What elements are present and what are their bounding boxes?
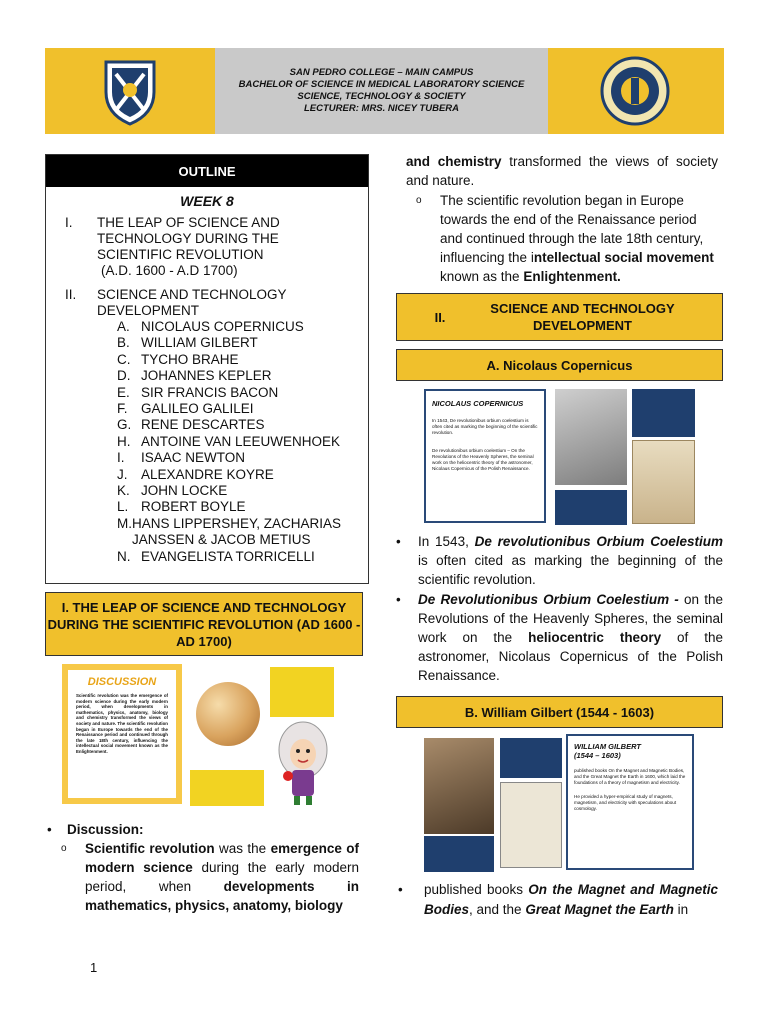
outline-subitem xyxy=(117,434,368,450)
gilbert-card-text-1: published books On the Magnet and Magnetic Bodies, and the Great Magnet the Earth in 1600, which laid the foundations of a theory of magnetism and electricity. xyxy=(574,768,686,785)
outline-subitem xyxy=(117,483,368,499)
outline-item-2 xyxy=(46,287,368,565)
outline-subitem xyxy=(117,319,368,335)
outline-subitem xyxy=(117,368,368,384)
outline-subitem-letter: J. xyxy=(117,466,128,482)
outline-subitem-text: TYCHO BRAHE xyxy=(141,351,239,367)
outline-item-1 xyxy=(46,215,368,279)
discussion-label: Discussion: xyxy=(67,822,144,837)
outline-subitem-text: JOHANNES KEPLER xyxy=(141,368,272,384)
discussion-card-image xyxy=(62,664,182,804)
section-2-number: II. xyxy=(434,309,446,325)
yellow-square-decoration xyxy=(270,667,334,717)
outline-subitem xyxy=(117,417,368,433)
outline-subitem-list xyxy=(117,319,368,565)
bullet-dot-icon: • xyxy=(396,592,401,607)
header-line-program: BACHELOR OF SCIENCE IN MEDICAL LABORATORY SCIENCE xyxy=(238,79,525,90)
section-2-title: SCIENCE AND TECHNOLOGY DEVELOPMENT xyxy=(490,301,675,333)
copernicus-card-text-1: In 1543, De revolutionibus orbium coelestium is often cited as marking the beginning of the scientific revolution. xyxy=(432,418,538,435)
outline-subitem-letter: G. xyxy=(117,417,132,433)
copernicus-book-cover-image xyxy=(632,440,695,524)
hollow-bullet-icon: o xyxy=(416,195,422,206)
copernicus-heading: A. Nicolaus Copernicus xyxy=(396,349,723,381)
outline-item-1-number: I. xyxy=(65,215,73,230)
discussion-paragraph-2: The scientific revolution began in Europe towards the end of the Renaissance period and continued through the late 18th century, influencing the intellectual social movement known as the Enlightenment. xyxy=(440,193,714,284)
outline-item-1-text: THE LEAP OF SCIENCE AND TECHNOLOGY DURING THE SCIENTIFIC REVOLUTION xyxy=(97,215,280,262)
outline-subitem-letter: F. xyxy=(117,401,128,417)
copernicus-portrait-image xyxy=(555,389,627,485)
header-right-panel xyxy=(548,48,724,134)
header-left-panel xyxy=(45,48,215,134)
gilbert-book-cover-image xyxy=(500,782,562,868)
gilbert-portrait-image xyxy=(424,738,494,834)
outline-subitem-text: GALILEO GALILEI xyxy=(141,401,254,417)
section-1-heading: I. THE LEAP OF SCIENCE AND TECHNOLOGY DURING THE SCIENTIFIC REVOLUTION (AD 1600 - AD 1700) xyxy=(45,592,363,656)
gilbert-bullet-1: published books On the Magnet and Magnetic Bodies, and the Great Magnet the Earth in xyxy=(424,882,718,917)
copernicus-card-text-2: De revolutionibus orbium coelestium – On the Revolutions of the Heavenly Spheres, the seminal work on the heliocentric theory of the astronomer, Nicolaus Copernicus of the Polish Renaissance. xyxy=(432,448,534,471)
outline-subitem-text: ANTOINE VAN LEEUWENHOEK xyxy=(141,433,341,449)
outline-subitem-text: ROBERT BOYLE xyxy=(141,499,246,515)
planet-image xyxy=(196,682,260,746)
outline-subitem xyxy=(117,467,368,483)
outline-subitem-text: EVANGELISTA TORRICELLI xyxy=(141,548,315,564)
header-line-college: SAN PEDRO COLLEGE – MAIN CAMPUS xyxy=(289,67,474,78)
gilbert-card-title: WILLIAM GILBERT xyxy=(574,742,641,751)
outline-subitem-letter: E. xyxy=(117,384,130,400)
outline-subitem-letter: K. xyxy=(117,483,130,499)
week-label: WEEK 8 xyxy=(180,193,234,209)
outline-subitem-letter: M. xyxy=(117,515,132,531)
outline-title: OUTLINE xyxy=(46,155,368,187)
header-line-course: SCIENCE, TECHNOLOGY & SOCIETY xyxy=(297,91,466,102)
outline-item-1-years: (A.D. 1600 - A.D 1700) xyxy=(101,263,238,278)
college-shield-logo-icon xyxy=(102,56,158,126)
outline-subitem xyxy=(117,401,368,417)
outline-subitem xyxy=(117,499,368,515)
outline-subitem-text: HANS LIPPERSHEY, ZACHARIAS JANSSEN & JACOB METIUS xyxy=(132,515,342,548)
discussion-card-title: DISCUSSION xyxy=(87,676,157,688)
outline-subitem-letter: D. xyxy=(117,368,131,384)
navy-rectangle-decoration xyxy=(555,490,627,525)
outline-subitem xyxy=(117,335,368,351)
outline-subitem-letter: B. xyxy=(117,335,130,351)
outline-subitem xyxy=(117,516,368,549)
outline-subitem xyxy=(117,549,368,565)
discussion-bullets xyxy=(45,820,363,915)
outline-subitem xyxy=(117,385,368,401)
outline-subitem-letter: I. xyxy=(117,450,125,466)
bullet-dot-icon: • xyxy=(396,534,401,549)
outline-subitem-text: SIR FRANCIS BACON xyxy=(141,384,279,400)
hollow-bullet-icon: o xyxy=(61,843,67,854)
outline-subitem-text: ISAAC NEWTON xyxy=(141,450,246,466)
copernicus-bullets xyxy=(396,532,723,685)
outline-item-2-text: SCIENCE AND TECHNOLOGY DEVELOPMENT xyxy=(97,287,287,318)
bullet-dot-icon: • xyxy=(47,822,52,837)
navy-rectangle-decoration xyxy=(424,836,494,872)
gilbert-heading: B. William Gilbert (1544 - 1603) xyxy=(396,696,723,728)
gilbert-bullets xyxy=(396,880,723,920)
yellow-rectangle-decoration xyxy=(190,770,264,806)
bullet-dot-icon: • xyxy=(398,882,403,897)
outline-subitem-text: RENE DESCARTES xyxy=(141,417,265,433)
outline-box xyxy=(45,154,369,584)
outline-item-2-number: II. xyxy=(65,287,77,302)
section-2-heading xyxy=(396,293,723,341)
newton-cartoon-icon xyxy=(268,718,338,808)
outline-subitem-letter: L. xyxy=(117,499,129,515)
discussion-paragraph-1-continued: and chemistry transformed the views of society and nature. xyxy=(406,154,718,188)
document-header xyxy=(45,48,724,134)
discussion-continued xyxy=(406,152,718,286)
outline-subitem-text: ALEXANDRE KOYRE xyxy=(141,466,274,482)
outline-subitem-text: WILLIAM GILBERT xyxy=(141,335,258,351)
gilbert-card-text-2: He provided a hyper-empirical study of magnets, magnetism, and electricity with speculations about cosmology. xyxy=(574,794,677,811)
outline-subitem-letter: N. xyxy=(117,548,131,564)
discussion-paragraph-1: Scientific revolution was the emergence of modern science during the early modern period, when developments in mathematics, physics, anatomy, biology xyxy=(85,841,359,913)
copernicus-card-title: NICOLAUS COPERNICUS xyxy=(432,399,524,408)
gilbert-card-years: (1544 – 1603) xyxy=(574,751,621,760)
navy-square-decoration xyxy=(632,389,695,437)
copernicus-bullet-1: In 1543, De revolutionibus Orbium Coelestium is often cited as marking the beginning of the scientific revolution. xyxy=(418,534,723,587)
discussion-card-text: Scientific revolution was the emergence of modern science during the early modern period, when developments in mathematics, physics, anatomy, biology and chemistry transformed the views of society and nature. The scientific revolution began in Europe towards the end of the Renaissance period and continued through the late 18th century, influencing the intellectual social movement known as the Enlightenment. xyxy=(76,693,168,754)
outline-subitem-letter: A. xyxy=(117,319,130,334)
medlab-seal-logo-icon xyxy=(600,56,670,126)
page-number: 1 xyxy=(90,960,98,975)
outline-subitem xyxy=(117,352,368,368)
gilbert-card-image xyxy=(566,734,694,870)
outline-subitem xyxy=(117,450,368,466)
copernicus-card-image xyxy=(424,389,546,523)
outline-subitem-letter: H. xyxy=(117,433,131,449)
header-line-lecturer: LECTURER: MRS. NICEY TUBERA xyxy=(304,103,459,114)
outline-subitem-text: JOHN LOCKE xyxy=(141,483,228,499)
outline-subitem-text: NICOLAUS COPERNICUS xyxy=(141,319,304,334)
copernicus-bullet-2: De Revolutionibus Orbium Coelestium - on the Revolutions of the Heavenly Spheres, the seminal work on the heliocentric theory of the astronomer, Nicolaus Copernicus of the Polish Renaissance. xyxy=(418,592,723,683)
navy-square-decoration xyxy=(500,738,562,778)
header-title-block xyxy=(215,48,548,134)
outline-subitem-letter: C. xyxy=(117,351,131,367)
